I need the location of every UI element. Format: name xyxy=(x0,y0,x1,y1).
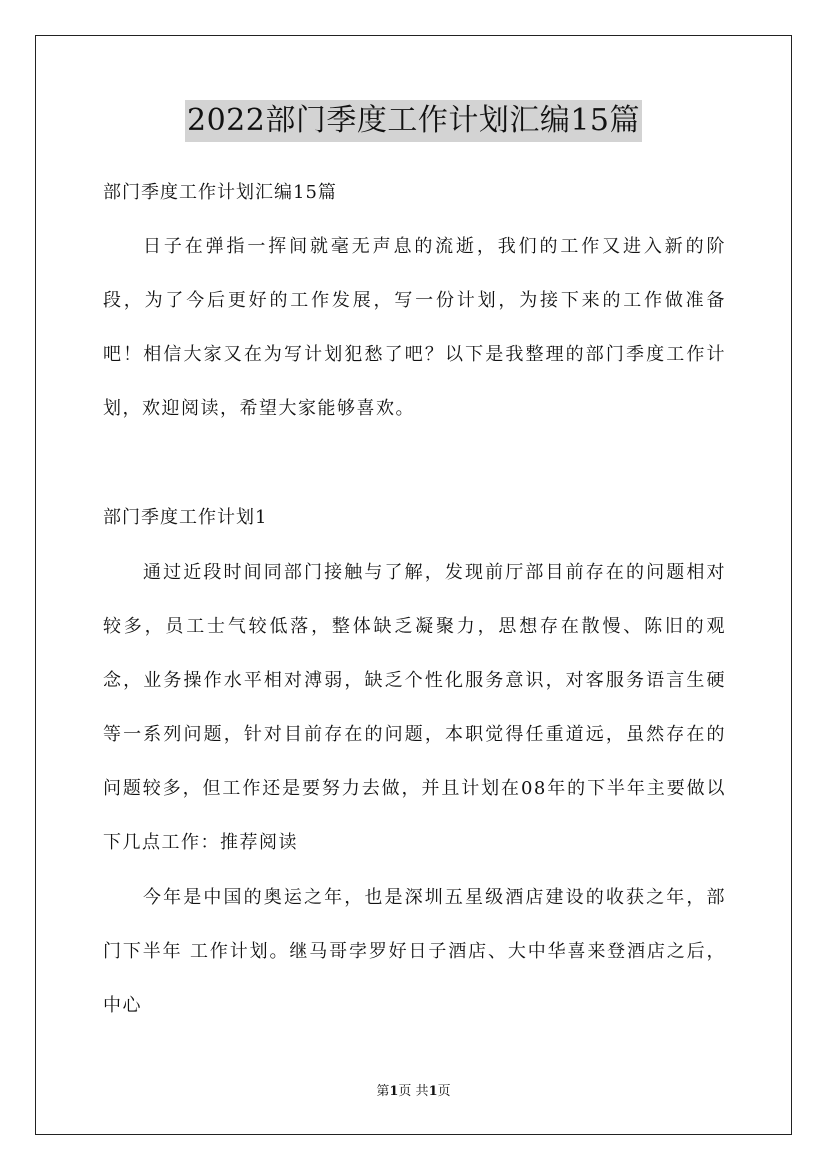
document-title: 2022部门季度工作计划汇编15篇 xyxy=(185,100,642,142)
body-paragraph-1: 通过近段时间同部门接触与了解，发现前厅部目前存在的问题相对较多，员工士气较低落，整体缺乏凝聚力，思想存在散慢、陈旧的观念，业务操作水平相对溥弱，缺乏个性化服务意识，对客服务语言生硬等一系列问题，针对目前存在的问题，本职觉得任重道远，虽然存在的问题较多，但工作还是要努力去做，并且计划在08年的下半年主要做以下几点工作：推荐阅读 xyxy=(103,562,726,853)
title-container xyxy=(0,100,827,142)
footer-page-prefix: 第 xyxy=(376,1084,390,1099)
body-paragraph-2: 今年是中国的奥运之年，也是深圳五星级酒店建设的收获之年，部门下半年 工作计划。继马哥孛罗好日子酒店、大中华喜来登酒店之后，中心 xyxy=(103,887,726,1016)
footer-total-pages: 1 xyxy=(428,1084,438,1099)
intro-paragraph: 日子在弹指一挥间就毫无声息的流逝，我们的工作又进入新的阶段，为了今后更好的工作发展，写一份计划，为接下来的工作做准备吧！相信大家又在为写计划犯愁了吧？以下是我整理的部门季度工作计划，欢迎阅读，希望大家能够喜欢。 xyxy=(103,236,726,419)
footer-page-number: 1 xyxy=(389,1084,399,1099)
document-subtitle: 部门季度工作计划汇编15篇 xyxy=(103,182,337,203)
page-footer xyxy=(0,1082,827,1102)
section-heading: 部门季度工作计划1 xyxy=(103,507,268,528)
footer-total-suffix: 页 xyxy=(437,1084,451,1099)
footer-page-suffix: 页 共 xyxy=(398,1084,429,1099)
